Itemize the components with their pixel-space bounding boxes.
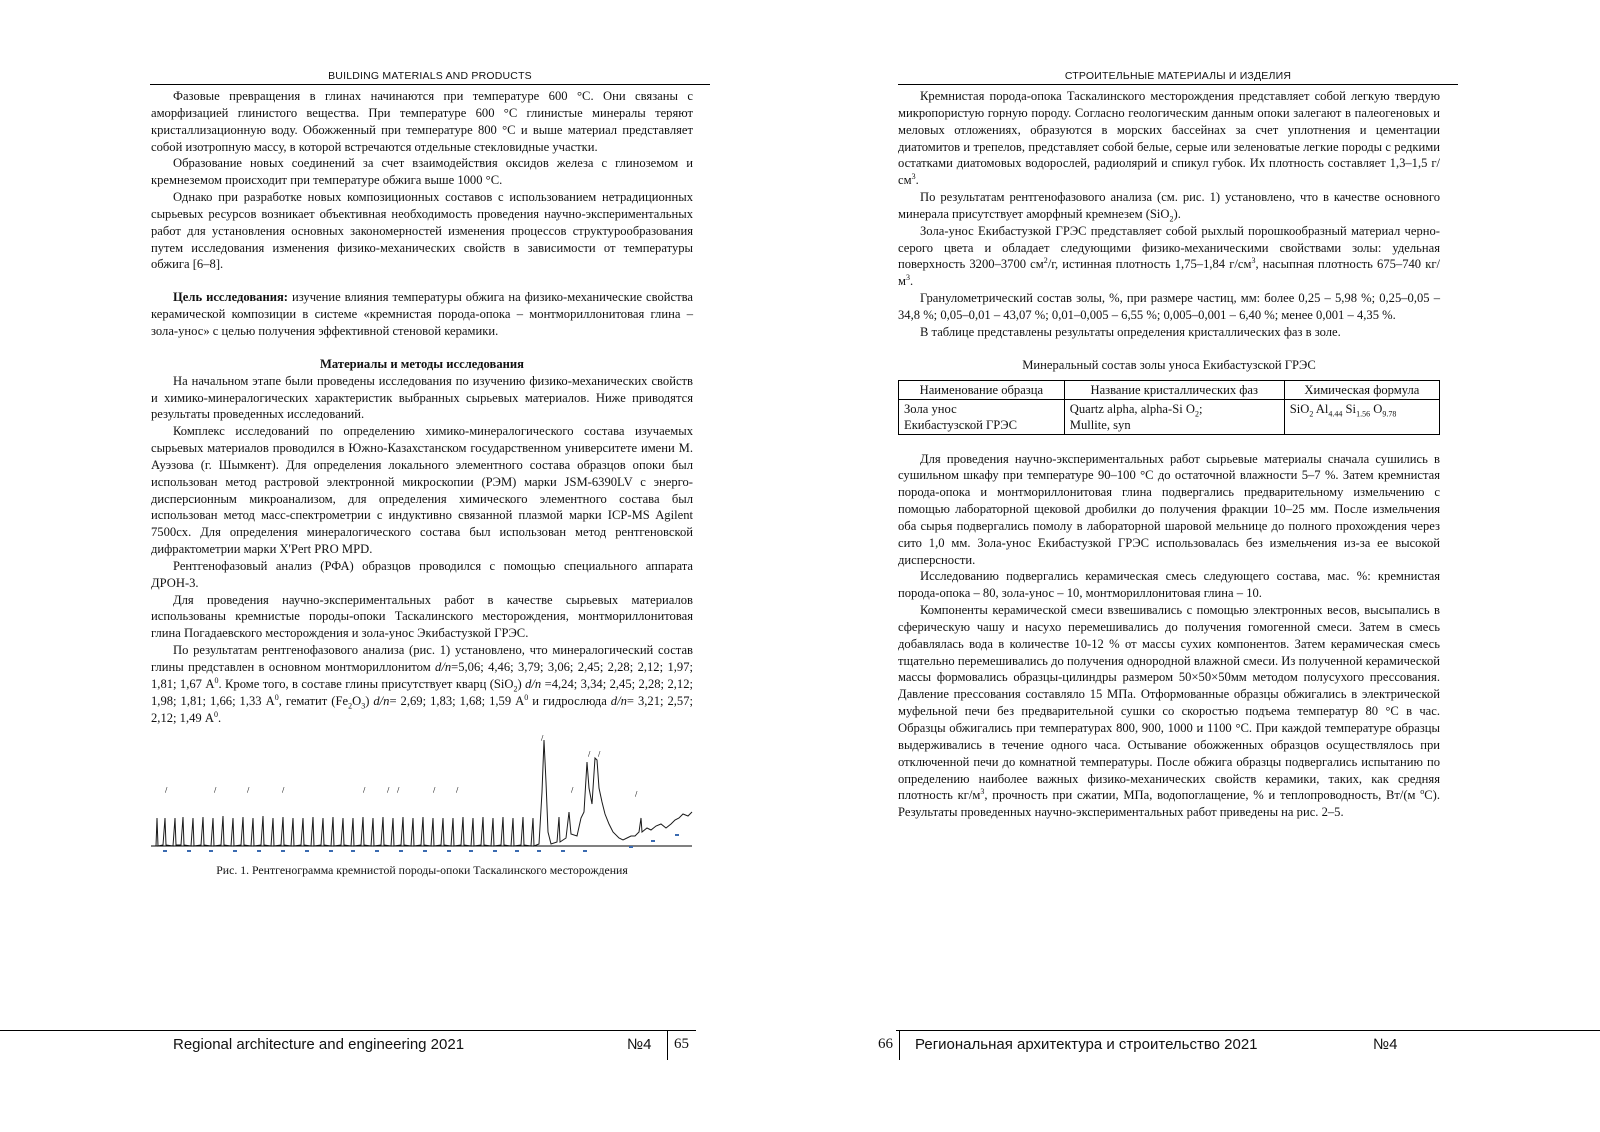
- paragraph: Комплекс исследований по определению химико-минералогического состава изучаемых сырьевых материалов проводился в Южно-Казахстанском государственном университете имени М. Ауэзова (г. Шымкент). Для определения локального элементного состава образцов опоки был использован метод растровой электронной микроскопии (РЭМ) марки JSM-6390LV с энерго-дисперсионным микроанализом, для определения химического элементного состава был использован метод масс-спектрометрии с индуктивно связанной плазмой марки ICP-MS Agilent 7500cx. Для определения минералогического состава был использован метод рентгеновской дифрактометрии марки X'Pert PRO MPD.: [151, 424, 693, 557]
- running-head: BUILDING MATERIALS AND PRODUCTS: [328, 70, 532, 82]
- table-header: Наименование образца: [899, 380, 1065, 399]
- footer-rule: [0, 1030, 696, 1031]
- table-cell: Зола унос Екибастузской ГРЭС: [899, 399, 1065, 434]
- page-number: 65: [667, 1030, 695, 1060]
- paragraph: Образование новых соединений за счет взаимодействия оксидов железа с глиноземом и кремнеземом происходит при температуре обжига выше 1000 °С.: [151, 156, 693, 188]
- peak-label-icon: /: [214, 786, 217, 795]
- page-footer: [0, 1030, 800, 1060]
- goal-label: Цель исследования:: [173, 290, 288, 305]
- table-header: Название кристаллических фаз: [1064, 380, 1284, 399]
- peak-label-icon: /: [282, 786, 285, 795]
- page-footer: [800, 1030, 1600, 1060]
- paragraph: Для проведения научно-экспериментальных работ сырьевые материалы сначала сушились в сушильном шкафу при температуре 90–100 °С до остаточной влажности 5–7 %. Затем кремнистая порода-опока и монтмориллонитовая глина подвергались предварительному измельчению с помощью лабораторной щековой дробилки до получения фракции 10–25 мм. После измельчения оба сырья подвергались помолу в лабораторной шаровой мельнице до полного прохождения через сито 1,0 мм. Зола-унос Екибастузкой ГРЭС использовалась без измельчения из-за ее высокой дисперсности.: [898, 451, 1440, 567]
- peak-label-icon: /: [456, 786, 459, 795]
- peak-label-icon: /: [397, 786, 400, 795]
- left-body: [151, 88, 693, 879]
- paragraph: По результатам рентгенофазового анализа (см. рис. 1) установлено, что в качестве основного минерала присутствует аморфный кремнезем (SiO$_2$).: [898, 190, 1440, 224]
- paragraph: Кремнистая порода-опока Таскалинского месторождения представляет собой легкую твердую микропористую горную породу. Согласно геологическим данным опоки залегают в палеогеновых и меловых отложениях, образуются в морских бассейнах за счет уплотнения и цементации диатомитов и трепелов, представляет собой белые, серые или зеленоватые легкие породы с редкими остатками диатомовых водорослей, радиолярий и спикул губок. Их плотность составляет 1,3–1,5 $г/см^3$.: [898, 89, 1440, 188]
- table-header: Химическая формула: [1284, 380, 1439, 399]
- paragraph: Фазовые превращения в глинах начинаются при температуре 600 °С. Они связаны с аморфизацией глинистого вещества. При температуре 600 °С глинистые минералы теряют кристаллизационную воду. Обожженный при температуре 800 °С и выше материал представляет собой изотропную массу, в которой встречаются отдельные стекловидные участки.: [151, 89, 693, 154]
- peak-label-icon: /: [387, 786, 390, 795]
- peak-label-icon: /: [433, 786, 436, 795]
- paragraph: Гранулометрический состав золы, %, при размере частиц, мм: более 0,25 – 5,98 %; 0,25–0,05 – 34,8 %; 0,05–0,01 – 43,07 %; 0,01–0,005 – 6,55 %; 0,005–0,001 – 6,40 %; менее 0,001 – 4,35 %.: [898, 291, 1440, 322]
- mineral-composition-table: [898, 380, 1440, 435]
- paragraph: Однако при разработке новых композиционных составов с использованием нетрадиционных сырьевых ресурсов возникает объективная необходимость проведения научно-экспериментальных работ для установления основных закономерностей изменения процессов структурообразования путем исследования изменения физико-механических свойств в зависимости от температуры обжига [6–8].: [151, 190, 693, 272]
- paragraph: Зола-унос Екибастузкой ГРЭС представляет собой рыхлый порошкообразный материал черно-серого цвета и обладает следующими физико-механическими свойствами золы: удельная поверхность 3200–3700 $см^2/г$, истинная плотность 1,75–1,84 $г/см^3$, насыпная плотность 675–740 $кг/м^3$.: [898, 223, 1440, 289]
- xrd-trace: [151, 740, 692, 846]
- goal-text: изучение влияния температуры обжига на физико-механические свойства керамической композиции в системе «кремнистая порода-опока – монтмориллонитовая глина – зола-унос» с целью получения эффективной стеновой керамики.: [151, 290, 694, 338]
- peak-label-icon: /: [598, 750, 601, 759]
- paragraph: Компоненты керамической смеси взвешивались с помощью электронных весов, высыпались в сферическую чашу и насухо перемешивались до получения гомогенной смеси. Затем в смесь добавлялась вода в количестве 10-12 % от массы сухих компонентов. Затем керамическая смесь тщательно перемешивались до получения однородной влажной смеси. Из полученной керамической массы формовались образцы-цилиндры размером 50×50×50мм методом полусухого прессования. Давление прессования составляло 15 МПа. Отформованные образцы обжигались в электрической муфельной печи без предварительной сушки со скоростью подъема температур 80 °С в час. Образцы обжигались при температурах 800, 900, 1000 и 1100 °С. При каждой температуре образцы выдерживались в течение одного часа. Остывание обожженных образцов осуществлялось при отключенной печи до комнатной температуры. После обжига образцы подвергались испытанию по определению наиболее важных физико-механических свойств керамики, таких, как средняя плотность $кг/м^3$, прочность при сжатии, МПа, водопоглащение, % и теплопроводность, Вт/(м $^о$С). Результаты проведенных научно-экспериментальных работ приведены на рис. 2–5.: [898, 603, 1440, 820]
- right-body: [898, 88, 1440, 821]
- peak-label-icon: /: [635, 790, 638, 799]
- peak-label-icon: /: [247, 786, 250, 795]
- table-caption: Минеральный состав золы уноса Екибастузской ГРЭС: [1022, 357, 1316, 372]
- page-number: 66: [872, 1030, 900, 1060]
- section-title: Материалы и методы исследования: [320, 356, 524, 371]
- peak-label-icon: /: [541, 734, 544, 743]
- paragraph: Исследованию подвергались керамическая смесь следующего состава, мас. %: кремнистая порода-опока – 80, зола-унос – 10, монтмориллонитовая глина – 10.: [898, 569, 1440, 601]
- header-rule: [898, 84, 1458, 85]
- goal-paragraph: [151, 289, 693, 340]
- footer-rule: [896, 1030, 1600, 1031]
- running-head: СТРОИТЕЛЬНЫЕ МАТЕРИАЛЫ И ИЗДЕЛИЯ: [1064, 70, 1292, 82]
- table-cell: SiO$_2$ $Al_{4.44}$ $Si_{1.56}$ $O_{9.78}$: [1284, 399, 1439, 434]
- peak-label-icon: /: [363, 786, 366, 795]
- xrd-figure: [151, 732, 693, 856]
- table-row: [899, 399, 1440, 434]
- issue-number: №4: [627, 1036, 652, 1053]
- table-header-row: [899, 380, 1440, 399]
- journal-title: Региональная архитектура и строительство 2021: [915, 1036, 1258, 1053]
- xrd-diffractogram: [151, 732, 693, 856]
- xrd-results-paragraph: По результатам рентгенофазового анализа (рис. 1) установлено, что минералогический состав глины представлен в основном монтмориллонитом d/n=5,06; 4,46; 3,79; 3,06; 2,45; 2,28; 2,12; 1,97; 1,81; 1,67 $А^0$. Кроме того, в составе глины присутствует кварц (SiO$_2$) d/n =4,24; 3,34; 2,45; 2,28; 2,12; 1,98; 1,81; 1,66; 1,33 $А^0$, гематит $(Fe_2O_3)$ d/n= 2,69; 1,83; 1,68; 1,59 $А^0$ и гидрослюда d/n= 3,21; 2,57; 2,12; 1,49 $А^0$.: [151, 643, 694, 725]
- paragraph: Рентгенофазовый анализ (РФА) образцов проводился с помощью специального аппарата ДРОН-3.: [151, 558, 693, 590]
- journal-title: Regional architecture and engineering 2021: [173, 1036, 465, 1053]
- table-cell: Quartz alpha, alpha-Si $O_2$; Mullite, syn: [1064, 399, 1284, 434]
- peak-label-icon: /: [571, 786, 574, 795]
- issue-number: №4: [1373, 1036, 1398, 1053]
- right-page: [800, 0, 1600, 1132]
- peak-label-icon: /: [588, 750, 591, 759]
- paragraph: В таблице представлены результаты определения кристаллических фаз в золе.: [920, 324, 1341, 339]
- peak-label-icon: /: [165, 786, 168, 795]
- figure-caption: Рис. 1. Рентгенограмма кремнистой породы-опоки Таскалинского месторождения: [216, 863, 628, 878]
- paragraph: Для проведения научно-экспериментальных работ в качестве сырьевых материалов использованы кремнистые породы-опоки Таскалинского месторождения, монтмориллонитовая глина Погадаевского месторождения и зола-унос Экибастузкой ГРЭС.: [151, 592, 693, 641]
- header-rule: [150, 84, 710, 85]
- paragraph: На начальном этапе были проведены исследования по изучению физико-механических свойств и химико-минералогических характеристик выбранных сырьевых материалов. Ниже приводятся результаты проведенных исследований.: [151, 373, 693, 422]
